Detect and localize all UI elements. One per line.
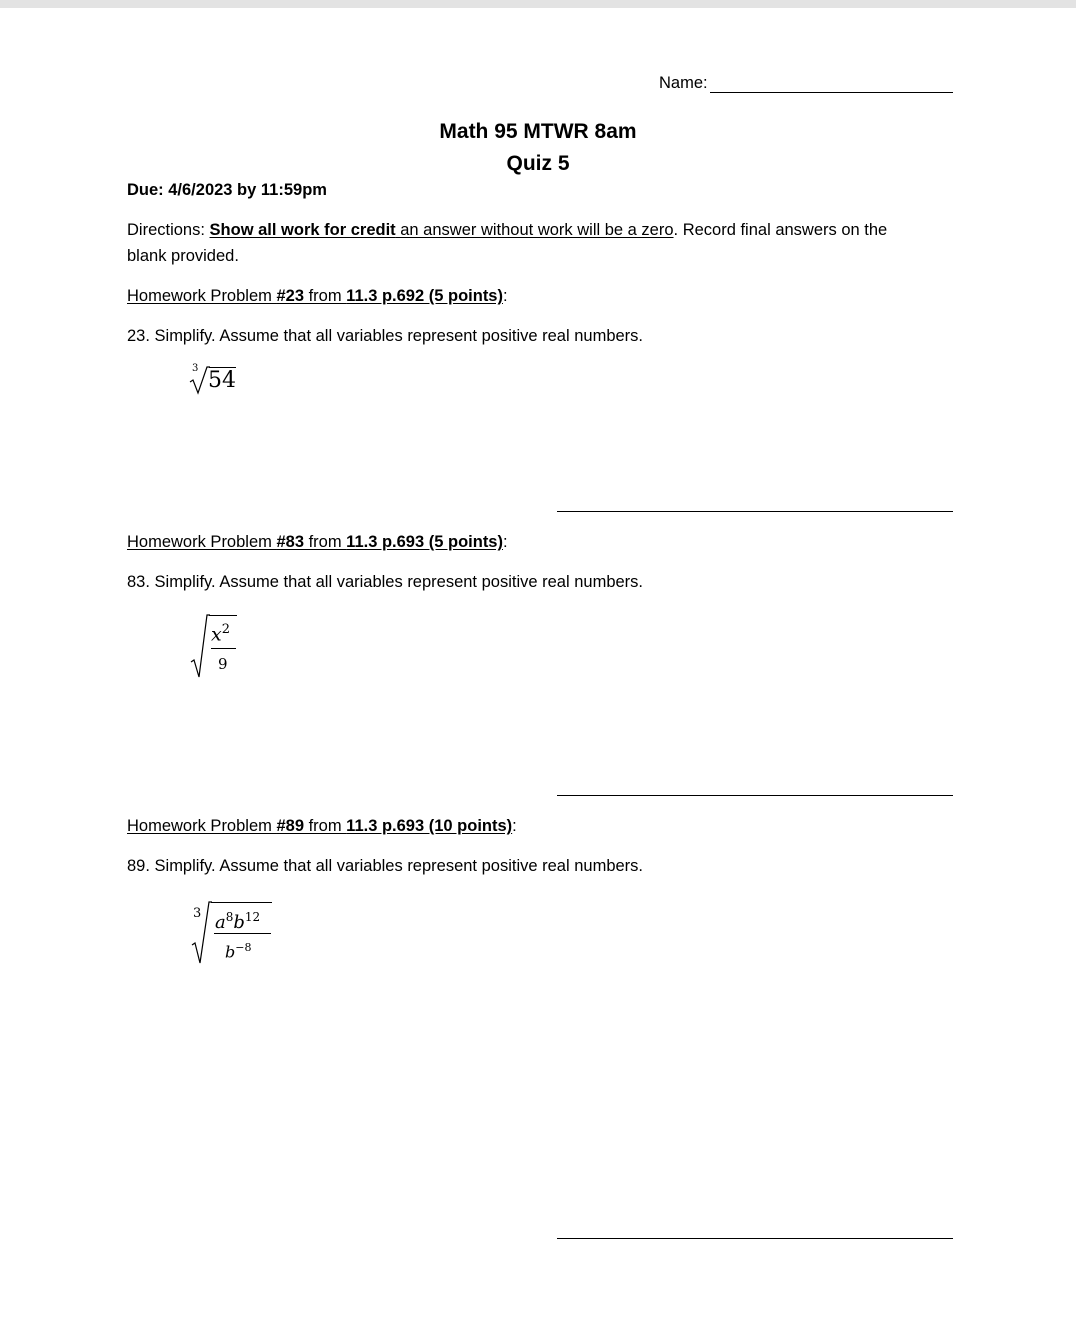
directions-underlined: an answer without work will be a zero [395,221,674,239]
numerator [215,905,260,935]
radical-sign-icon [190,612,210,680]
name-label: Name: [659,74,708,92]
base-b: b [233,912,245,933]
denominator [225,937,251,963]
base-a: a [215,912,226,933]
radical-index: 3 [192,363,199,374]
vinculum [209,615,237,616]
heading-colon: : [502,533,508,551]
vinculum [211,902,272,903]
directions-line-2: blank provided. [127,247,239,265]
fraction-bar [211,648,236,649]
page-title: Math 95 MTWR 8am [439,120,637,143]
denominator: 9 [218,655,228,673]
hw-from: from [304,287,347,305]
denominator-exponent: −8 [235,941,252,954]
heading-colon: : [512,817,517,835]
problem-83-statement: 83. Simplify. Assume that all variables represent positive real numbers. [127,573,644,591]
heading-colon: : [502,287,508,305]
answer-line-89[interactable] [557,1238,953,1239]
problem-23-heading [127,286,508,306]
problem-83-heading [127,532,508,552]
denominator-base: b [225,942,236,962]
problem-number: #83 [276,533,304,551]
directions-rest: . Record final answers on the [673,221,888,239]
directions-prefix: Directions: [127,221,210,239]
problem-section: 11.3 p.692 (5 points) [346,287,503,305]
answer-line-23[interactable] [557,511,953,512]
problem-89-heading [127,816,517,836]
problem-89-statement: 89. Simplify. Assume that all variables represent positive real numbers. [127,857,644,875]
fraction-bar [214,933,271,934]
directions-emphasis: Show all work for credit [209,221,396,239]
name-blank-line[interactable] [710,92,953,93]
radicand: 54 [208,368,236,393]
exponent-b: 12 [244,910,261,924]
exponent-a: 8 [225,910,234,924]
quiz-subtitle: Quiz 5 [506,152,570,175]
numerator-exponent: 2 [221,622,230,637]
problem-23-expression [188,364,248,396]
numerator [211,618,230,646]
problem-23-statement: 23. Simplify. Assume that all variables represent positive real numbers. [127,327,644,345]
problem-89-expression [190,897,280,965]
radical-sign-icon [188,364,210,396]
problem-83-expression [190,612,250,680]
hw-prefix: Homework Problem [127,533,277,551]
radical-index: 3 [193,906,202,921]
hw-from: from [304,817,347,835]
problem-number: #89 [276,817,304,835]
hw-prefix: Homework Problem [127,287,277,305]
problem-section: 11.3 p.693 (5 points) [346,533,503,551]
numerator-base: x [211,623,222,646]
page-top-border [0,0,1076,8]
directions-line-1 [127,220,887,240]
hw-from: from [304,533,347,551]
due-date: Due: 4/6/2023 by 11:59pm [127,181,327,199]
problem-number: #23 [276,287,304,305]
hw-prefix: Homework Problem [127,817,277,835]
answer-line-83[interactable] [557,795,953,796]
problem-section: 11.3 p.693 (10 points) [346,817,513,835]
radical-sign-icon [190,897,212,965]
